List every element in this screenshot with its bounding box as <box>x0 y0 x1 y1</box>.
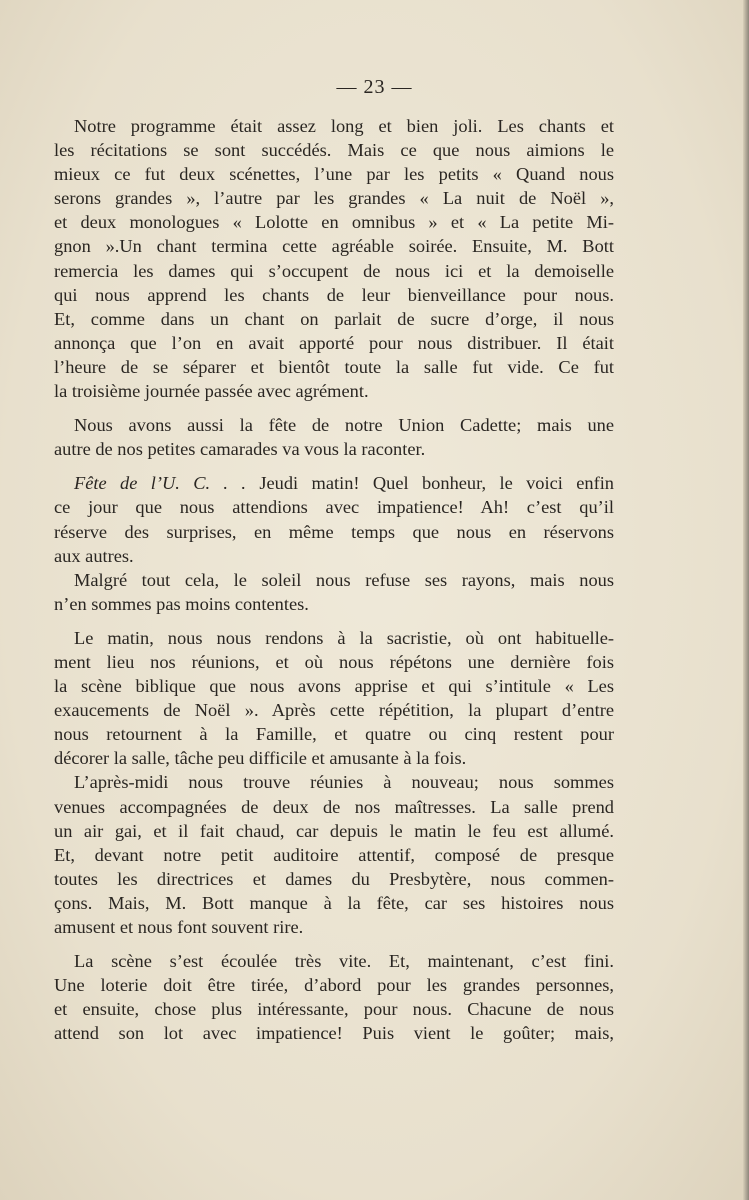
text-line: la troisième journée passée avec agrément. <box>54 381 369 402</box>
text-line: La scène s’est écoulée très vite. Et, maintenant, c’est fini. <box>74 951 614 972</box>
text-line: les récitations se sont succédés. Mais ce que nous aimions le <box>54 140 614 161</box>
text-line: toutes les directrices et dames du Presbytère, nous commen- <box>54 868 614 889</box>
text-line: n’en sommes pas moins contentes. <box>54 593 309 614</box>
text-line: nous retournent à la Famille, et quatre ou cinq restent pour <box>54 724 614 745</box>
text-line: Nous avons aussi la fête de notre Union Cadette; mais une <box>74 415 614 436</box>
paragraph-3 <box>54 471 614 567</box>
text-line: venues accompagnées de deux de nos maîtresses. La salle prend <box>54 796 614 817</box>
paragraph-1 <box>54 114 614 403</box>
text-line: annonça que l’on en avait apporté pour nous distribuer. Il était <box>54 332 614 353</box>
text-line: décorer la salle, tâche peu difficile et amusante à la fois. <box>54 748 467 769</box>
text-line: un air gai, et il fait chaud, car depuis le matin le feu est allumé. <box>54 820 614 841</box>
text-line: çons. Mais, M. Bott manque à la fête, car ses histoires nous <box>54 892 614 913</box>
text-line: Malgré tout cela, le soleil nous refuse ses rayons, mais nous <box>74 569 614 590</box>
paragraph-2 <box>54 413 614 461</box>
text-line: amusent et nous font souvent rire. <box>54 917 304 937</box>
text-line: Et, devant notre petit auditoire attentif, composé de presque <box>54 844 614 865</box>
text-line: ment lieu nos réunions, et où nous répétons une dernière fois <box>54 651 614 672</box>
text-line: et ensuite, chose plus intéressante, pour nous. Chacune de nous <box>54 999 614 1020</box>
paragraph-5 <box>54 626 614 771</box>
page-edge <box>743 0 749 1200</box>
text-line: attend son lot avec impatience! Puis vient le goûter; mais, <box>54 1023 614 1044</box>
text-line: Et, comme dans un chant on parlait de sucre d’orge, il nous <box>54 308 614 329</box>
text-line: ce jour que nous attendions avec impatience! Ah! c’est qu’il <box>54 497 614 518</box>
text-line: qui nous apprend les chants de leur bienveillance pour nous. <box>54 284 614 305</box>
text-run: Jeudi matin! Quel bonheur, le voici enfin <box>245 473 615 494</box>
text-line: remercia les dames qui s’occupent de nous ici et la demoiselle <box>54 260 614 281</box>
text-line: aux autres. <box>54 545 134 566</box>
body-text <box>54 114 614 1045</box>
text-line: réserve des surprises, en même temps que nous en réservons <box>54 521 614 542</box>
paragraph-4 <box>54 568 614 616</box>
text-line: serons grandes », l’autre par les grandes « La nuit de Noël », <box>54 188 614 209</box>
section-heading: Fête de l’U. C. . . <box>74 473 246 494</box>
text-line: Notre programme était assez long et bien joli. Les chants et <box>74 116 614 136</box>
text-line: Le matin, nous nous rendons à la sacristie, où ont habituelle- <box>74 627 614 648</box>
text-line <box>54 471 614 495</box>
text-line: mieux ce fut deux scénettes, l’une par les petits « Quand nous <box>54 164 614 185</box>
text-line: exaucements de Noël ». Après cette répétition, la plupart d’entre <box>54 700 614 721</box>
text-line: L’après-midi nous trouve réunies à nouveau; nous sommes <box>74 772 614 793</box>
text-line: la scène biblique que nous avons apprise et qui s’intitule « Les <box>54 676 614 697</box>
text-line: Une loterie doit être tirée, d’abord pour les grandes personnes, <box>54 975 614 996</box>
text-line: autre de nos petites camarades va vous la raconter. <box>54 439 426 460</box>
paragraph-6 <box>54 770 614 939</box>
paragraph-7 <box>54 949 614 1045</box>
page-number: — 23 — <box>336 76 413 98</box>
text-line: l’heure de se séparer et bientôt toute la salle fut vide. Ce fut <box>54 356 614 377</box>
text-line: gnon ».Un chant termina cette agréable soirée. Ensuite, M. Bott <box>54 236 614 257</box>
text-line: et deux monologues « Lolotte en omnibus » et « La petite Mi- <box>54 212 614 233</box>
